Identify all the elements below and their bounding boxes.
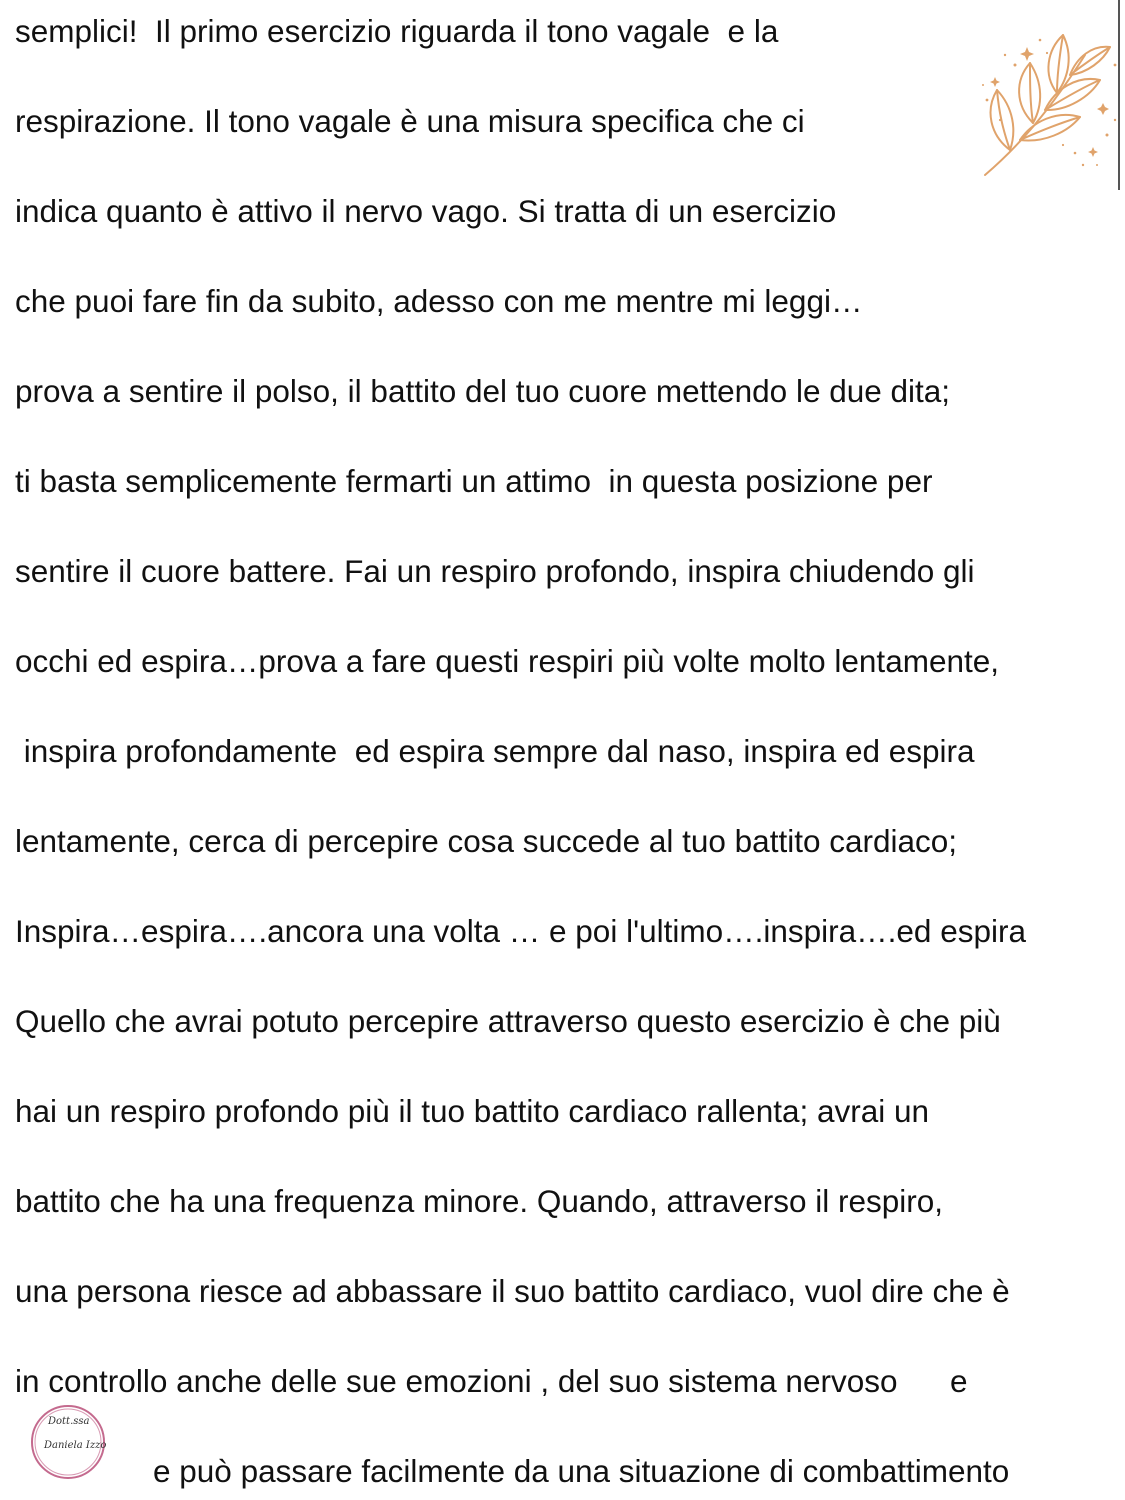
text-line: una persona riesce ad abbassare il suo battito cardiaco, vuol dire che è <box>15 1273 1010 1309</box>
text-line: hai un respiro profondo più il tuo battito cardiaco rallenta; avrai un <box>15 1093 930 1129</box>
text-line: sentire il cuore battere. Fai un respiro profondo, inspira chiudendo gli <box>15 553 975 589</box>
author-stamp <box>30 1402 140 1482</box>
stamp-title: Dott.ssa <box>48 1416 90 1427</box>
text-line: respirazione. Il tono vagale è una misura specifica che ci <box>15 103 805 139</box>
text-line: lentamente, cerca di percepire cosa succede al tuo battito cardiaco; <box>15 823 958 859</box>
text-line: e può passare facilmente da una situazione di combattimento <box>153 1453 1010 1489</box>
text-line: Quello che avrai potuto percepire attraverso questo esercizio è che più <box>15 1003 1001 1039</box>
leaf-branch-icon <box>975 25 1125 180</box>
text-line: che puoi fare fin da subito, adesso con me mentre mi leggi… <box>15 283 863 319</box>
stamp-name: Daniela Izzo <box>44 1440 107 1451</box>
text-line: prova a sentire il polso, il battito del tuo cuore mettendo le due dita; <box>15 373 951 409</box>
text-line: semplici! Il primo esercizio riguarda il tono vagale e la <box>15 13 779 49</box>
text-line: in controllo anche delle sue emozioni , del suo sistema nervoso e <box>15 1363 968 1399</box>
text-line: inspira profondamente ed espira sempre dal naso, inspira ed espira <box>15 733 975 769</box>
text-line: indica quanto è attivo il nervo vago. Si tratta di un esercizio <box>15 193 837 229</box>
text-line: ti basta semplicemente fermarti un attimo in questa posizione per <box>15 463 933 499</box>
text-line: occhi ed espira…prova a fare questi respiri più volte molto lentamente, <box>15 643 1000 679</box>
text-line: Inspira…espira….ancora una volta … e poi l'ultimo….inspira….ed espira <box>15 913 1026 949</box>
text-line: battito che ha una frequenza minore. Quando, attraverso il respiro, <box>15 1183 944 1219</box>
